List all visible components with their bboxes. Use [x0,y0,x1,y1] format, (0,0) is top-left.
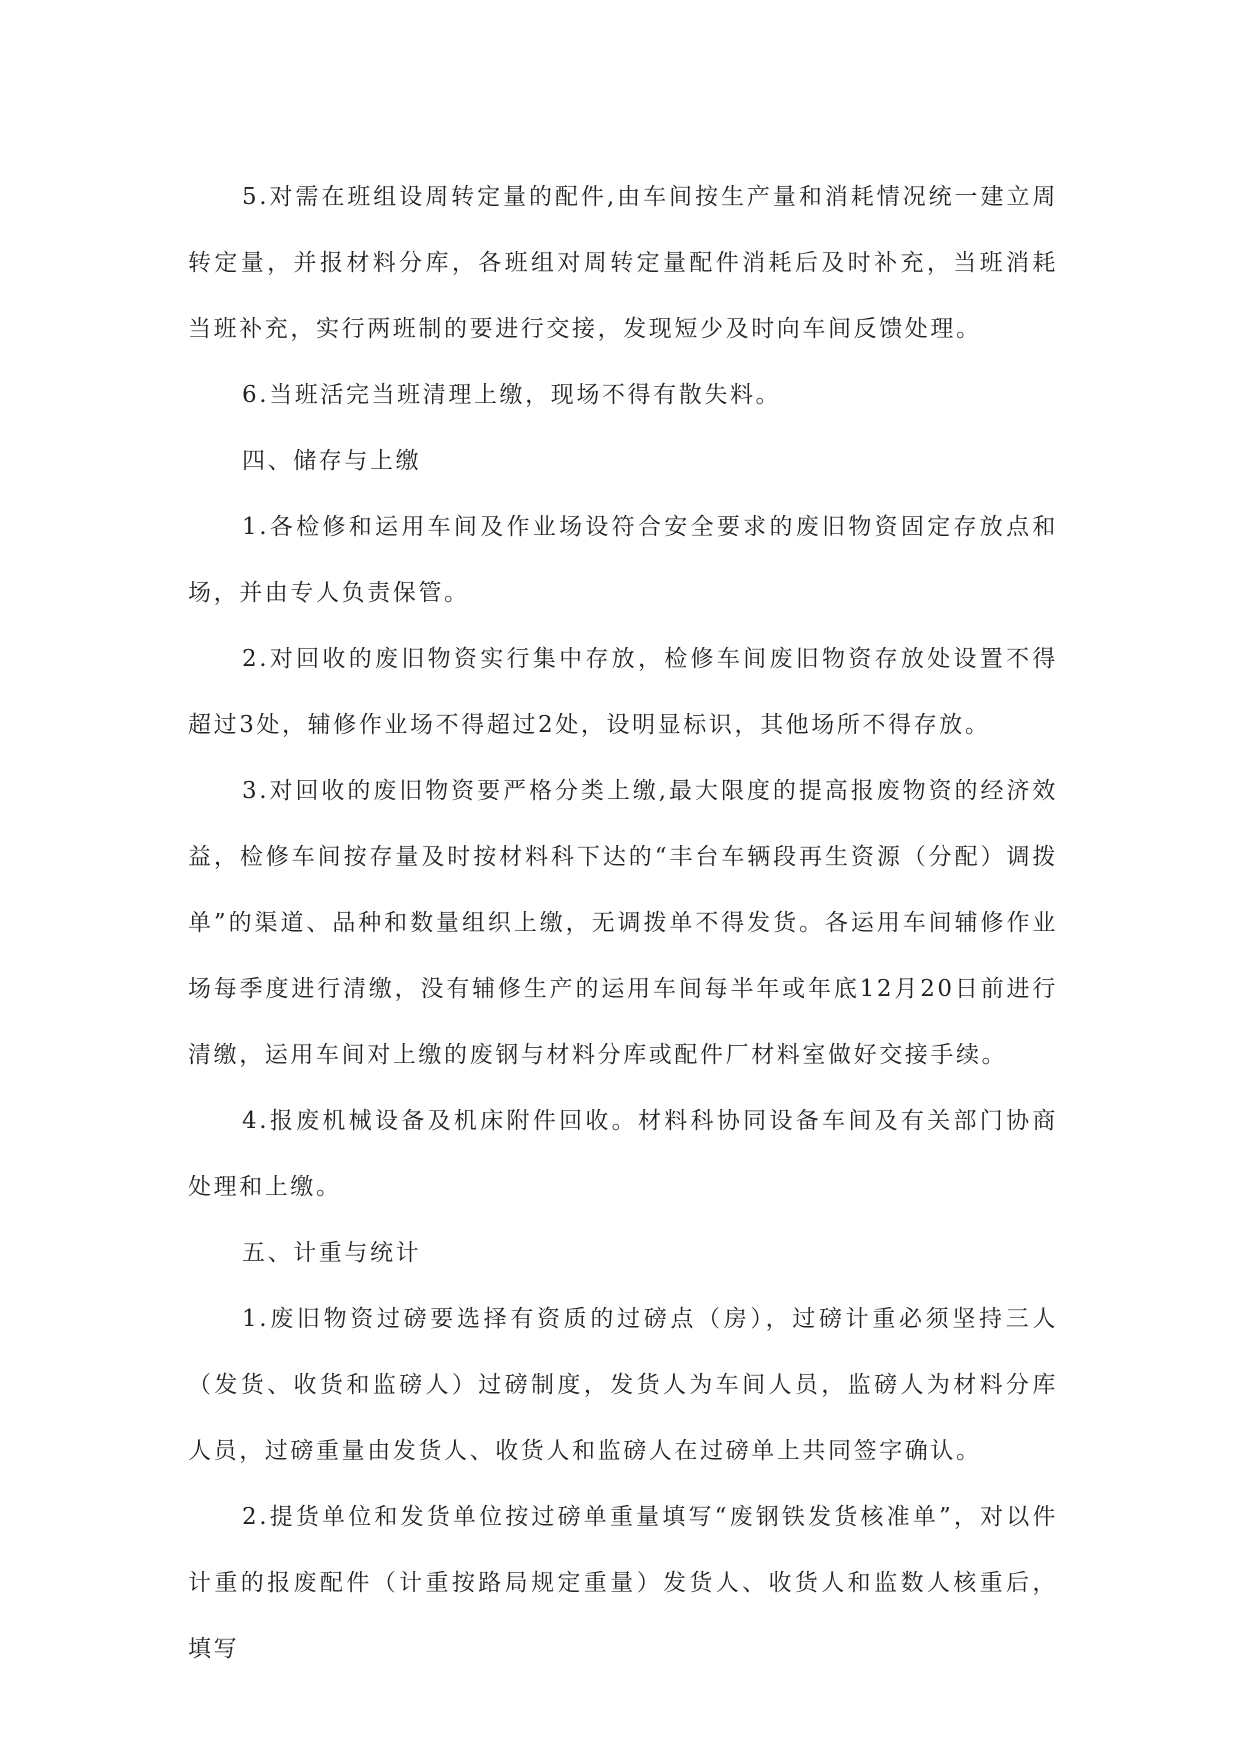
paragraph-centralized-storage: 2.对回收的废旧物资实行集中存放，检修车间废旧物资存放处设置不得超过3处，辅修作业场不得超过2处，设明显标识，其他场所不得存放。 [188,646,1058,738]
paragraph-equipment-recovery: 4.报废机械设备及机床附件回收。材料科协同设备车间及有关部门协商处理和上缴。 [188,1108,1058,1200]
paragraph-classified-submission: 3.对回收的废旧物资要严格分类上缴,最大限度的提高报废物资的经济效益，检修车间按存量及时按材料科下达的“丰台车辆段再生资源（分配）调拨单”的渠道、品种和数量组织上缴，无调拨单不得发货。各运用车间辅修作业场每季度进行清缴，没有辅修生产的运用车间每半年或年底12月20日前进行清缴，运用车间对上缴的废钢与材料分库或配件厂材料室做好交接手续。 [188,778,1058,1068]
paragraph-weighing-system: 1.废旧物资过磅要选择有资质的过磅点（房），过磅计重必须坚持三人（发货、收货和监磅人）过磅制度，发货人为车间人员，监磅人为材料分库人员，过磅重量由发货人、收货人和监磅人在过磅单上共同签字确认。 [188,1306,1058,1464]
paragraph-shift-cleanup: 6.当班活完当班清理上缴，现场不得有散失料。 [242,382,782,408]
section-heading-storage: 四、储存与上缴 [242,448,422,474]
section-heading-weighing: 五、计重与统计 [242,1240,422,1266]
document-body [188,164,1058,1682]
paragraph-storage-points: 1.各检修和运用车间及作业场设符合安全要求的废旧物资固定存放点和场，并由专人负责保管。 [188,514,1058,606]
paragraph-delivery-form: 2.提货单位和发货单位按过磅单重量填写“废钢铁发货核准单”，对以件计重的报废配件（计重按路局规定重量）发货人、收货人和监数人核重后，填写 [188,1504,1058,1662]
paragraph-rotation-stock: 5.对需在班组设周转定量的配件,由车间按生产量和消耗情况统一建立周转定量，并报材料分库，各班组对周转定量配件消耗后及时补充，当班消耗当班补充，实行两班制的要进行交接，发现短少及时向车间反馈处理。 [188,184,1058,342]
